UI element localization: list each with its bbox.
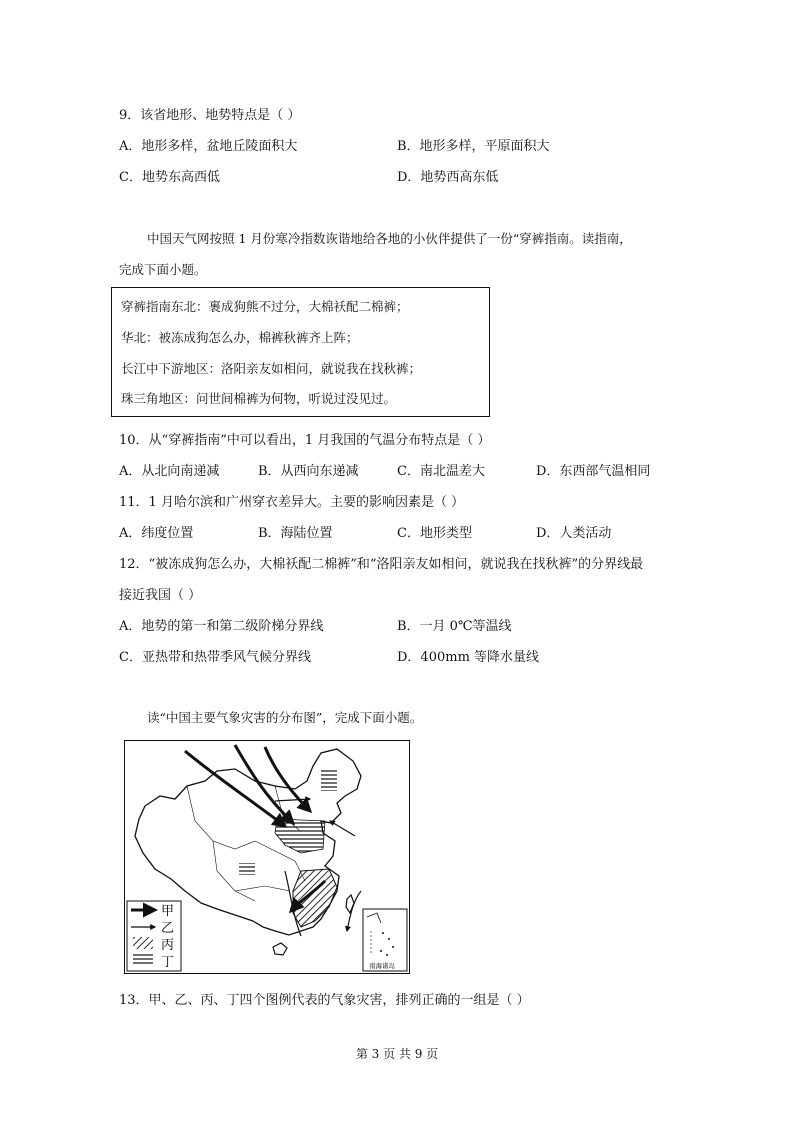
q10-option-c: C．南北温差大	[397, 464, 485, 479]
hainan-island	[273, 943, 287, 955]
passage1-intro-line2: 完成下面小题。	[119, 262, 207, 277]
q12-option-c: C．亚热带和热带季风气候分界线	[119, 650, 311, 665]
thin-arrow-3	[275, 799, 310, 801]
guide-line-northeast: 穿裤指南东北：裹成狗熊不过分，大棉袄配二棉裤；	[121, 299, 409, 314]
passage2-intro: 读“中国主要气象灾害的分布图”，完成下面小题。	[147, 710, 423, 725]
q12-option-b: B．一月 0℃等温线	[397, 619, 512, 634]
guide-line-pearl-delta: 珠三角地区：问世间棉裤为何物，听说过没见过。	[121, 391, 397, 406]
q9-option-b: B．地形多样，平原面积大	[397, 139, 550, 154]
diagonal-hatched-southeast	[293, 869, 337, 927]
hatched-region-south	[239, 863, 255, 875]
page-footer: 第 3 页 共 9 页	[355, 1047, 439, 1061]
q12-stem-line2: 接近我国（ ）	[119, 588, 202, 603]
dressing-guide-box	[111, 287, 490, 417]
q9-option-a: A．地形多样，盆地丘陵面积大	[119, 139, 298, 154]
q10-stem: 10．从“穿裤指南”中可以看出，1 月我国的气温分布特点是（ ）	[119, 433, 491, 448]
q9-option-c: C．地势东高西低	[119, 170, 220, 185]
q10-option-d: D．东西部气温相同	[536, 464, 651, 479]
q12-option-d: D．400mm 等降水量线	[397, 650, 540, 665]
legend-bing: 丙	[161, 938, 175, 953]
hatched-region-northeast	[321, 769, 337, 791]
thick-arrow-1	[185, 751, 285, 826]
q11-option-b: B．海陆位置	[258, 526, 333, 541]
guide-line-yangtze: 长江中下游地区：洛阳亲友如相问，就说我在找秋裤；	[121, 361, 422, 376]
legend-jia: 甲	[161, 904, 175, 919]
q10-option-b: B．从西向东递减	[258, 464, 359, 479]
q13-stem: 13．甲、乙、丙、丁四个图例代表的气象灾害，排列正确的一组是（ ）	[119, 993, 530, 1008]
q11-option-d: D．人类活动	[536, 526, 612, 541]
q11-stem: 11．1 月哈尔滨和广州穿衣差异大。主要的影响因素是（ ）	[119, 495, 465, 510]
q12-option-a: A．地势的第一和第二级阶梯分界线	[119, 619, 324, 634]
legend-yi: 乙	[161, 921, 175, 936]
q9-option-d: D．地势西高东低	[397, 170, 499, 185]
taiwan-island	[346, 895, 354, 913]
q12-stem-line1: 12．“被冻成狗怎么办，大棉袄配二棉裤”和“洛阳亲友如相问，就说我在找秋裤”的分界线最	[119, 557, 644, 572]
guide-line-north: 华北：被冻成狗怎么办，棉裤秋裤齐上阵；	[121, 330, 359, 345]
q11-option-c: C．地形类型	[397, 526, 472, 541]
china-map-svg	[125, 741, 408, 972]
thin-arrow-1	[330, 821, 355, 836]
passage1-intro-line1: 中国天气网按照 1 月份寒冷指数诙谐地给各地的小伙伴提供了一份“穿裤指南。读指南，	[147, 231, 632, 246]
inset-label: 南海诸岛	[369, 962, 395, 970]
legend-ding: 丁	[161, 955, 175, 970]
q9-stem: 9．该省地形、地势特点是（ ）	[119, 108, 301, 123]
q10-option-a: A．从北向南递减	[119, 464, 220, 479]
weather-disaster-map	[124, 740, 410, 974]
q11-option-a: A．纬度位置	[119, 526, 194, 541]
